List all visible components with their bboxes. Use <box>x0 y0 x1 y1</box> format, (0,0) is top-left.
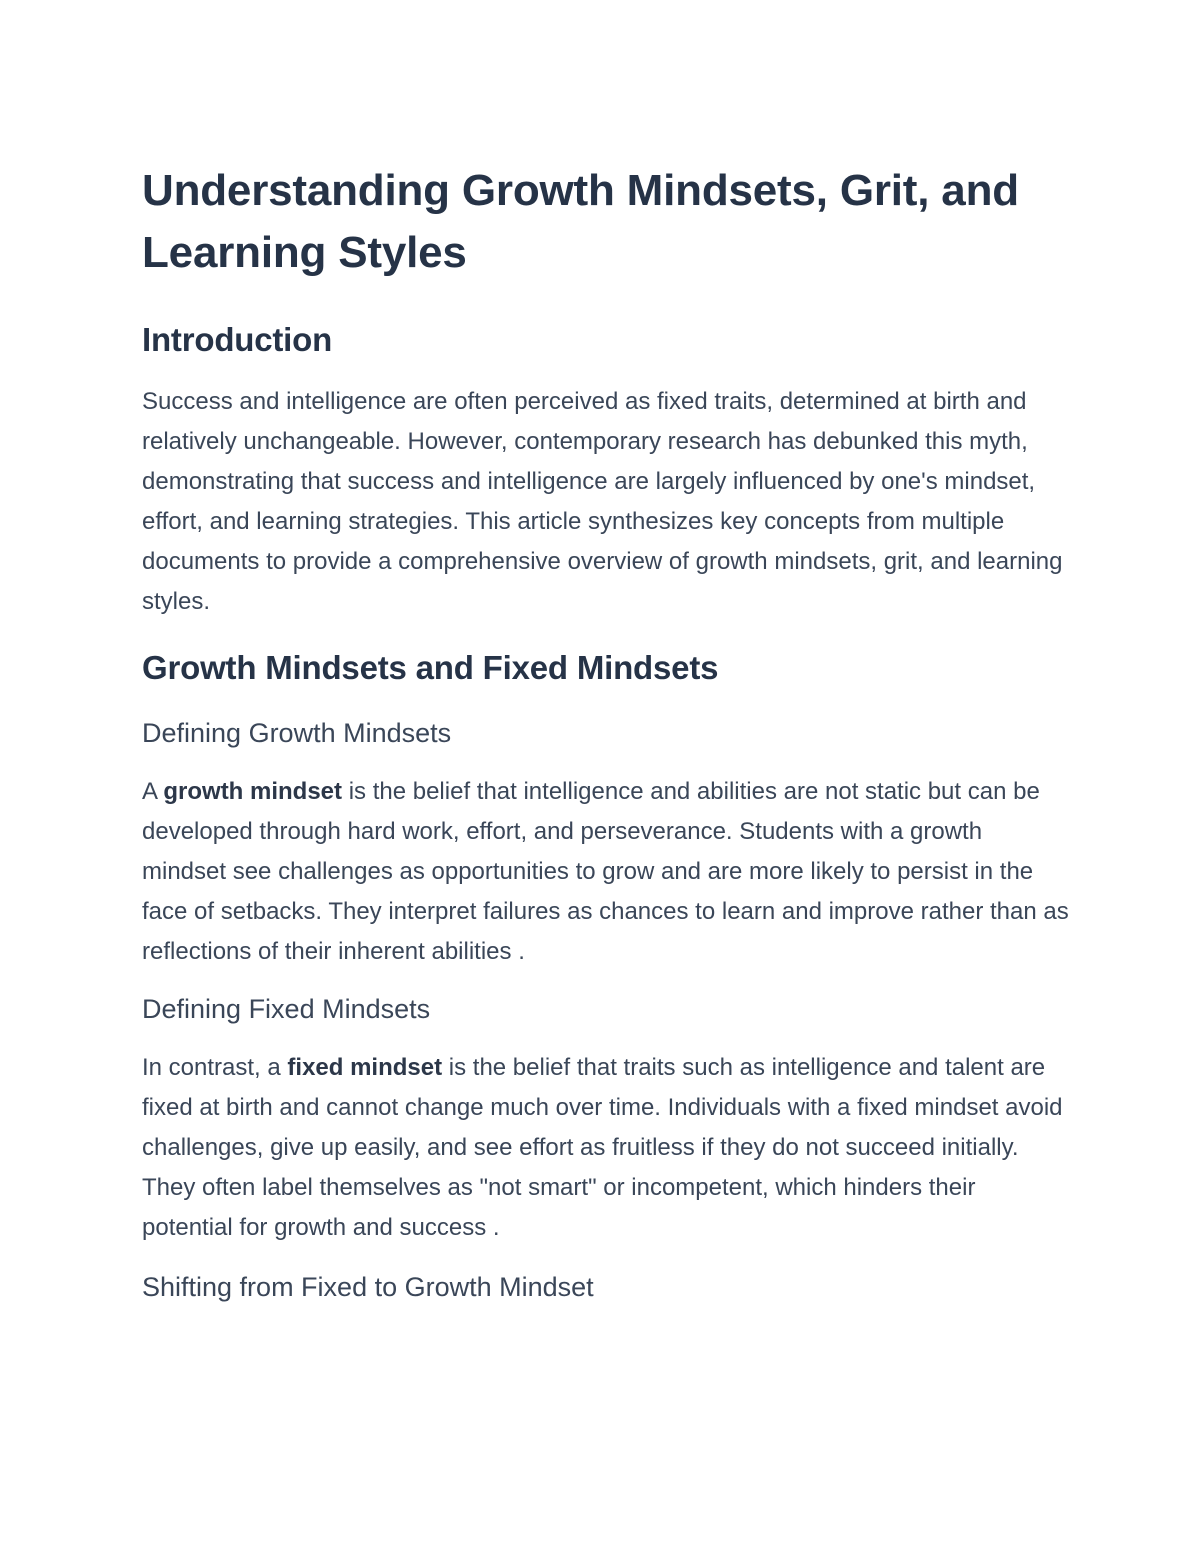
introduction-heading: Introduction <box>142 321 333 358</box>
fixed-mindset-term: fixed mindset <box>287 1054 443 1081</box>
growth-mindset-term: growth mindset <box>163 778 343 805</box>
defining-growth-mindsets-heading: Defining Growth Mindsets <box>142 718 452 748</box>
defining-fixed-mindsets-heading: Defining Fixed Mindsets <box>142 994 431 1024</box>
fixed-paragraph-lead: In contrast, a <box>142 1054 288 1081</box>
shifting-mindset-heading: Shifting from Fixed to Growth Mindset <box>142 1272 594 1302</box>
document-title: Understanding Growth Mindsets, Grit, and Learning Styles <box>142 166 1019 277</box>
growth-paragraph-rest: is the belief that intelligence and abilities are not static but can be developed through hard work, effort, and perseverance. Students with a growth mindset see challenges as opportunities to grow and are more likely to persist in the face of setbacks. They interpret failures as chances to learn and improve rather than as reflections of their inherent abilities . <box>142 778 1069 965</box>
fixed-mindset-paragraph <box>142 1048 1072 1248</box>
growth-fixed-mindsets-heading: Growth Mindsets and Fixed Mindsets <box>142 649 719 686</box>
growth-paragraph-lead: A <box>142 778 164 805</box>
fixed-paragraph-rest: is the belief that traits such as intelligence and talent are fixed at birth and cannot change much over time. Individuals with a fixed mindset avoid challenges, give up easily, and see effort as fruitless if they do not succeed initially. They often label themselves as "not smart" or incompetent, which hinders their potential for growth and success . <box>142 1054 1063 1241</box>
growth-mindset-paragraph <box>142 772 1072 972</box>
document-page <box>142 160 1072 1304</box>
introduction-paragraph: Success and intelligence are often perceived as fixed traits, determined at birth and relatively unchangeable. However, contemporary research has debunked this myth, demonstrating that success and intelligence are largely influenced by one's mindset, effort, and learning strategies. This article synthesizes key concepts from multiple documents to provide a comprehensive overview of growth mindsets, grit, and learning styles. <box>142 388 1063 615</box>
